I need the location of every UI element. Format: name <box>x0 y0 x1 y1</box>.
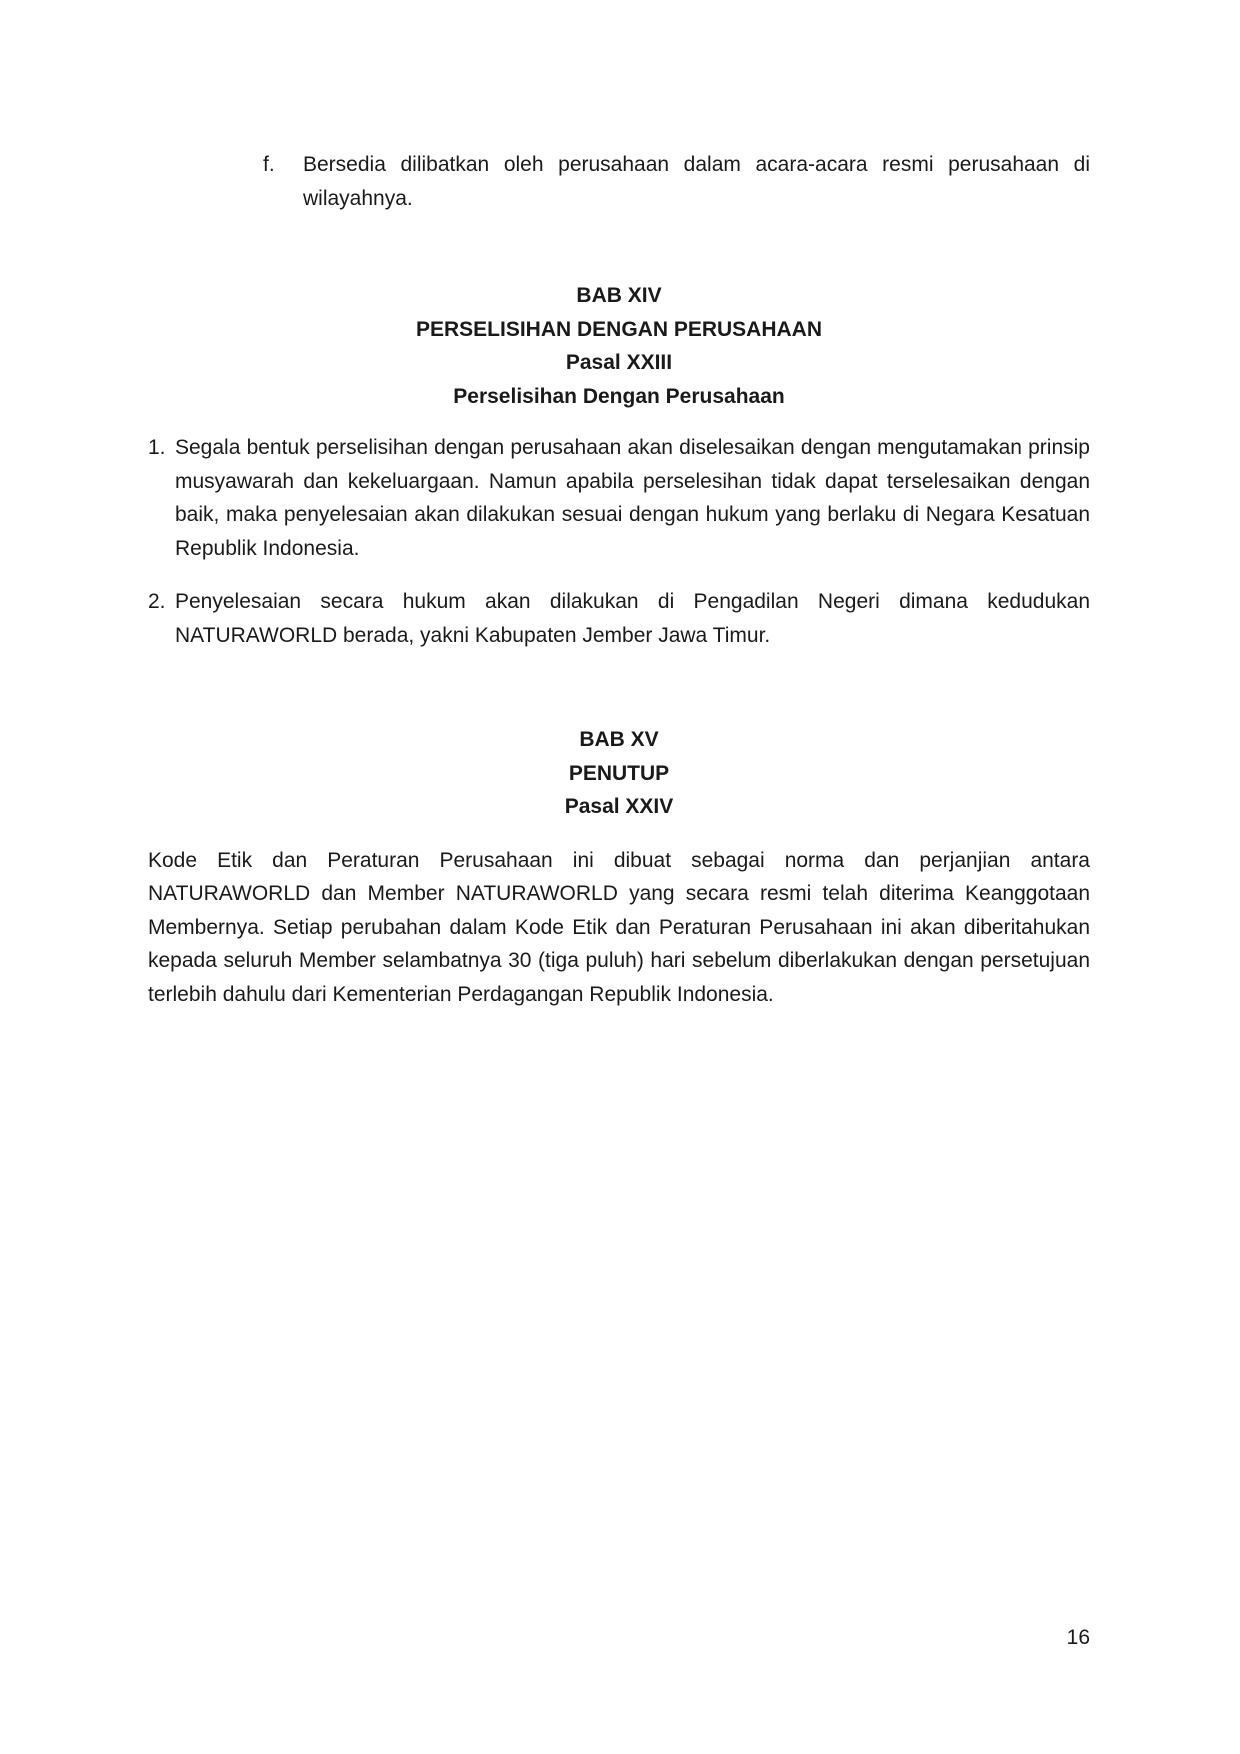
numbered-list <box>148 431 1090 652</box>
closing-paragraph: Kode Etik dan Peraturan Perusahaan ini dibuat sebagai norma dan perjanjian antara NATURAWORLD dan Member NATURAWORLD yang secara resmi telah diterima Keanggotaan Membernya. Setiap perubahan dalam Kode Etik dan Peraturan Perusahaan ini akan diberitahukan kepada seluruh Member selambatnya 30 (tiga puluh) hari sebelum diberlakukan dengan persetujuan terlebih dahulu dari Kementerian Perdagangan Republik Indonesia. <box>148 848 1090 1006</box>
heading-block-bab-xiv <box>148 279 1090 413</box>
article-title-pasal-xxiv: Pasal XXIV <box>564 795 674 818</box>
list-item-1-marker: 1. <box>148 436 166 459</box>
list-item-1-text: Segala bentuk perselisihan dengan perusahaan akan diselesaikan dengan mengutamakan prinsip musyawarah dan kekeluargaan. Namun apabila perselesihan tidak dapat terselesaikan dengan baik, maka penyelesaian akan dilakukan sesuai dengan hukum yang berlaku di Negara Kesatuan Republik Indonesia. <box>175 436 1090 560</box>
list-item-f <box>263 148 1090 215</box>
list-item-2-text: Penyelesaian secara hukum akan dilakukan di Pengadilan Negeri dimana kedudukan NATURAWORLD berada, yakni Kabupaten Jember Jawa Timur. <box>175 590 1090 647</box>
chapter-title-bab-xv: BAB XV <box>579 728 659 751</box>
document-content <box>148 0 1090 1011</box>
chapter-title-bab-xiv: BAB XIV <box>576 284 662 307</box>
list-item-f-text: Bersedia dilibatkan oleh perusahaan dalam acara-acara resmi perusahaan di wilayahnya. <box>303 153 1090 210</box>
list-item-2-marker: 2. <box>148 590 166 613</box>
list-item-2 <box>148 585 1090 652</box>
chapter-subtitle-perselisihan: PERSELISIHAN DENGAN PERUSAHAAN <box>415 317 823 341</box>
page-number: 16 <box>1066 1626 1090 1649</box>
article-title-pasal-xxiii: Pasal XXIII <box>565 351 673 374</box>
list-item-1 <box>148 431 1090 565</box>
chapter-subtitle-penutup: PENUTUP <box>568 761 670 785</box>
article-subtitle-perselisihan: Perselisihan Dengan Perusahaan <box>453 384 785 408</box>
heading-block-bab-xv <box>148 723 1090 824</box>
list-item-f-marker: f. <box>263 153 275 176</box>
